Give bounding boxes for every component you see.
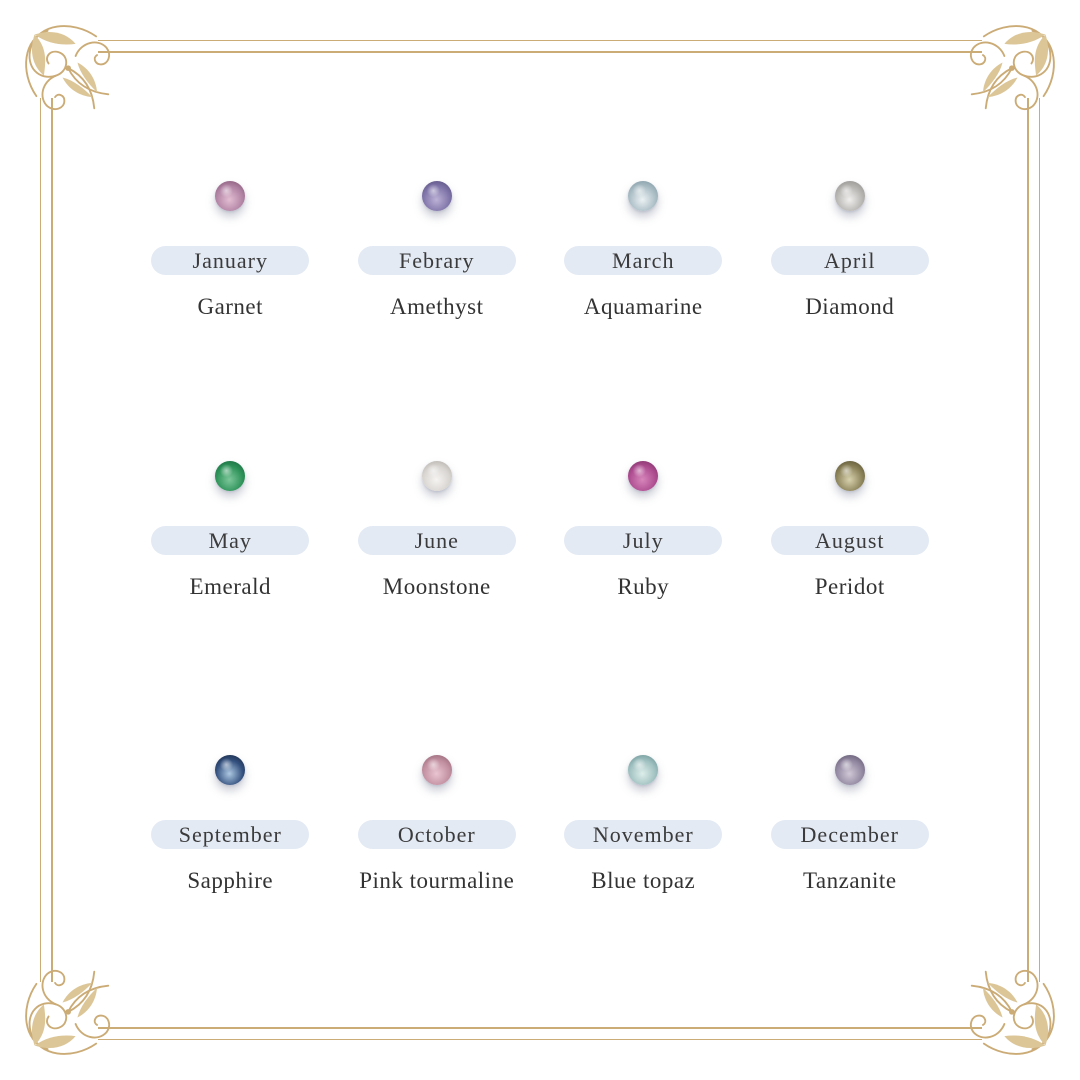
month-label: December xyxy=(800,821,899,847)
month-badge xyxy=(771,246,929,275)
corner-flourish-ornament xyxy=(14,954,126,1066)
birthstone-cell-may xyxy=(127,461,334,601)
birthstone-row-2 xyxy=(127,461,953,601)
month-label: January xyxy=(192,247,268,273)
frame-line-top-inner xyxy=(98,51,982,53)
month-badge xyxy=(358,246,516,275)
stone-name: Garnet xyxy=(197,294,264,319)
stone-name: Diamond xyxy=(805,294,895,319)
frame-line-bottom-outer xyxy=(98,1039,982,1040)
month-badge xyxy=(151,820,309,849)
birthstone-cell-september xyxy=(127,755,334,895)
stone-name: Emerald xyxy=(189,574,271,599)
birthstone-cell-march xyxy=(540,181,747,321)
month-badge xyxy=(358,820,516,849)
birthstone-cell-february xyxy=(334,181,541,321)
corner-flourish-ornament xyxy=(14,14,126,126)
month-badge xyxy=(151,246,309,275)
gemstone-image xyxy=(835,461,865,491)
month-badge xyxy=(151,526,309,555)
frame-line-left-outer xyxy=(40,98,41,982)
gemstone-image xyxy=(215,461,245,491)
gemstone-image xyxy=(422,181,452,211)
stone-name: Blue topaz xyxy=(591,868,696,893)
stone-name: Sapphire xyxy=(187,868,274,893)
month-label: March xyxy=(612,247,675,273)
month-label: September xyxy=(178,821,282,847)
month-label: August xyxy=(814,527,885,553)
month-badge xyxy=(771,526,929,555)
corner-flourish-ornament xyxy=(954,954,1066,1066)
month-label: October xyxy=(397,821,476,847)
gemstone-image xyxy=(628,181,658,211)
gemstone-image xyxy=(835,755,865,785)
birthstone-cell-june xyxy=(334,461,541,601)
month-badge xyxy=(358,526,516,555)
birthstone-cell-november xyxy=(540,755,747,895)
birthstone-row-1 xyxy=(127,181,953,321)
month-badge xyxy=(564,246,722,275)
birthstone-cell-august xyxy=(747,461,954,601)
birthstone-cell-october xyxy=(334,755,541,895)
birthstone-cell-april xyxy=(747,181,954,321)
gemstone-image xyxy=(215,181,245,211)
month-label: June xyxy=(414,527,459,553)
stone-name: Moonstone xyxy=(382,574,491,599)
corner-flourish-ornament xyxy=(954,14,1066,126)
gemstone-image xyxy=(422,755,452,785)
stone-name: Pink tourmaline xyxy=(359,868,515,893)
stone-name: Peridot xyxy=(814,574,885,599)
stone-name: Aquamarine xyxy=(583,294,703,319)
month-badge xyxy=(771,820,929,849)
stone-name: Tanzanite xyxy=(802,868,897,893)
stone-name: Amethyst xyxy=(390,294,484,319)
gemstone-image xyxy=(628,461,658,491)
birthstone-row-3 xyxy=(127,755,953,895)
frame-line-right-inner xyxy=(1027,98,1029,982)
birthstone-cell-december xyxy=(747,755,954,895)
month-badge xyxy=(564,820,722,849)
frame-line-left-inner xyxy=(51,98,53,982)
birthstone-cell-january xyxy=(127,181,334,321)
gemstone-image xyxy=(628,755,658,785)
gemstone-image xyxy=(835,181,865,211)
month-label: May xyxy=(208,527,252,553)
month-label: April xyxy=(824,247,876,273)
stone-name: Ruby xyxy=(617,574,670,599)
gemstone-image xyxy=(215,755,245,785)
frame-line-right-outer xyxy=(1039,98,1040,982)
gemstone-image xyxy=(422,461,452,491)
month-label: November xyxy=(592,821,694,847)
birthstone-cell-july xyxy=(540,461,747,601)
month-badge xyxy=(564,526,722,555)
frame-line-bottom-inner xyxy=(98,1027,982,1029)
frame-line-top-outer xyxy=(98,40,982,41)
month-label: July xyxy=(622,527,664,553)
month-label: Febrary xyxy=(399,247,475,273)
